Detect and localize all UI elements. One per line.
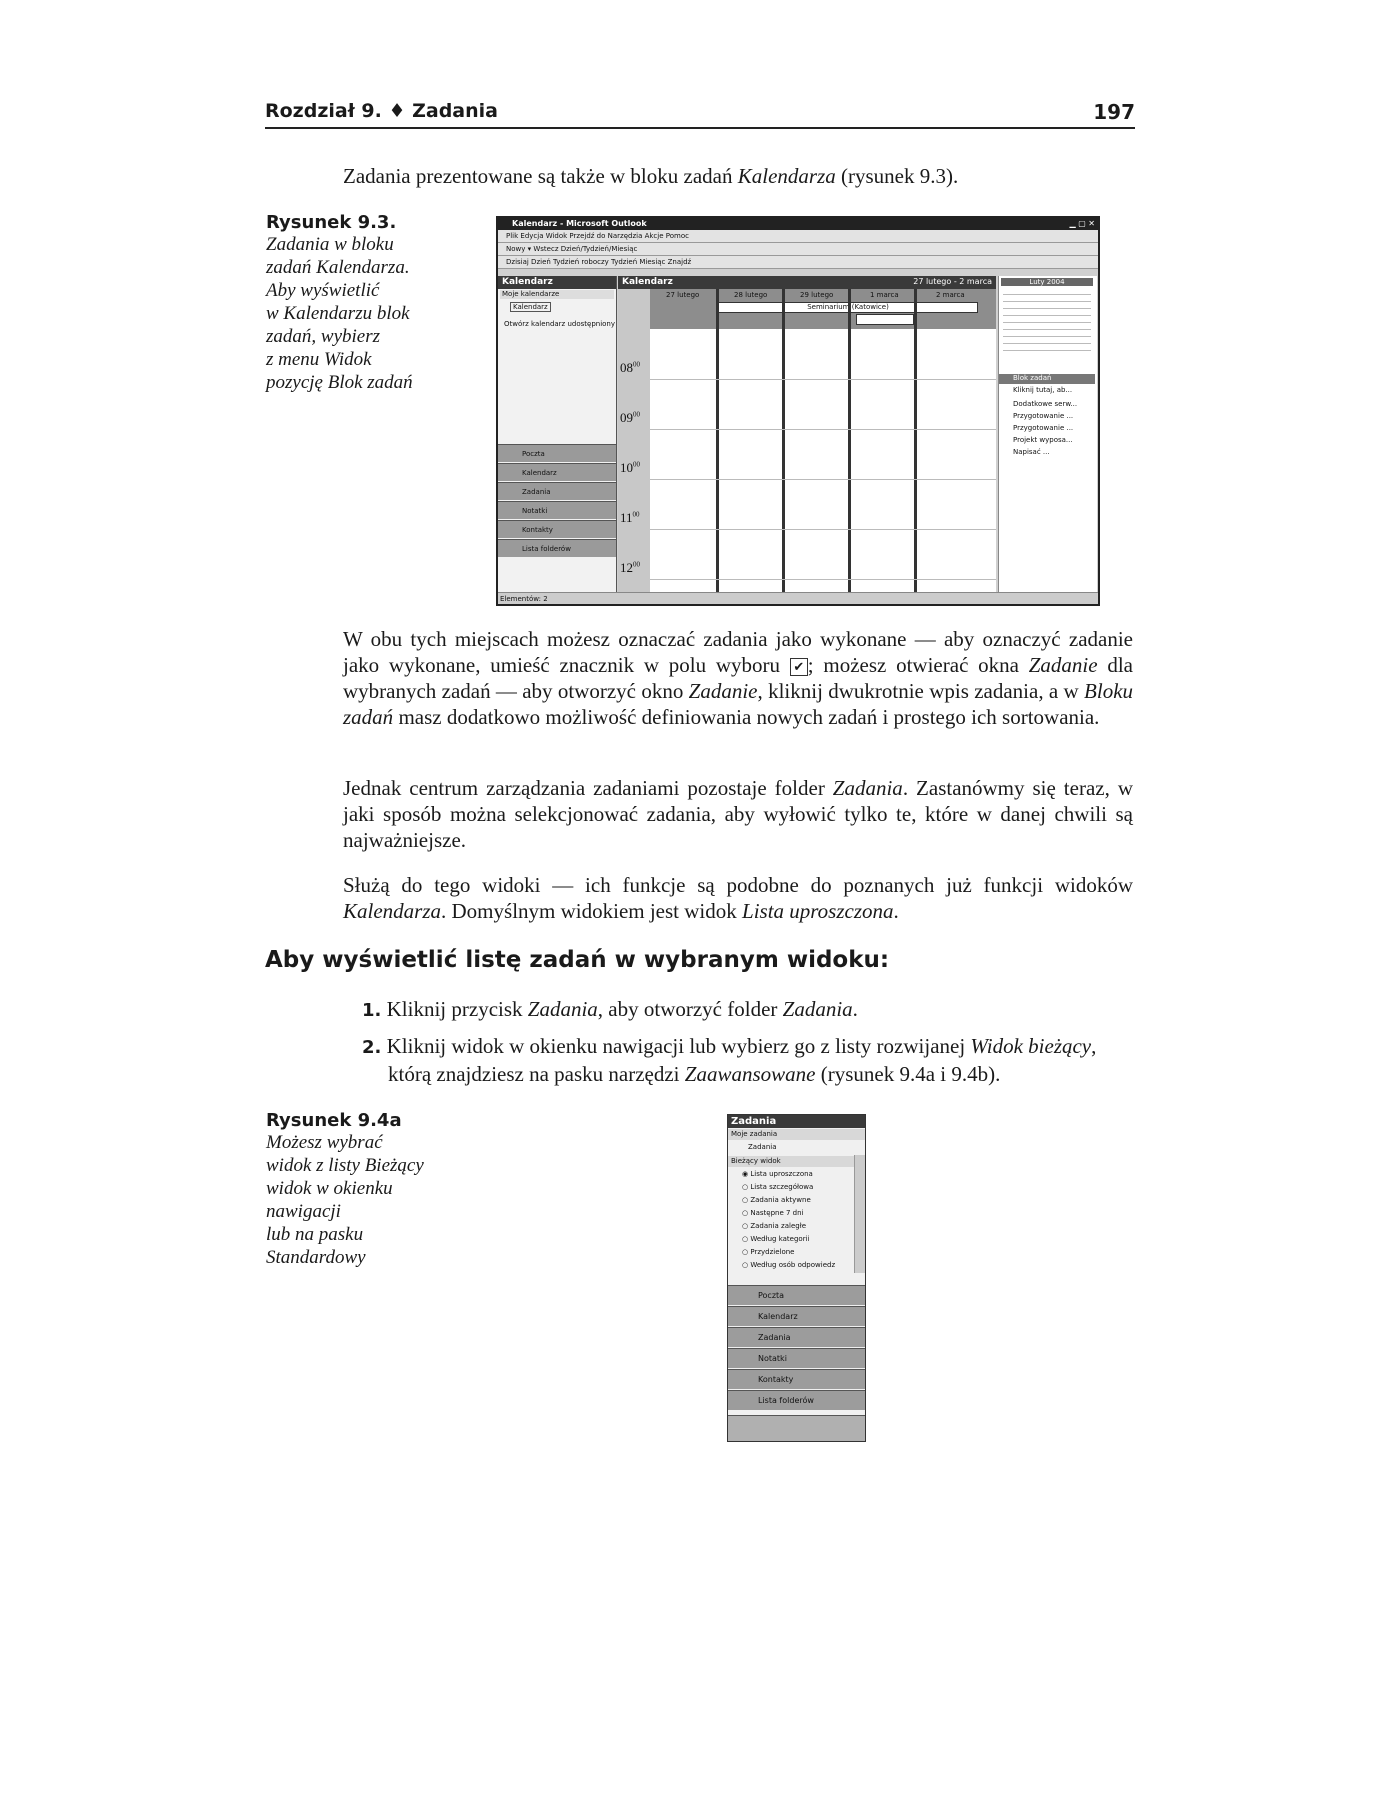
caption-line: zadań, wybierz xyxy=(266,326,380,347)
caption-line: w Kalendarzu blok xyxy=(266,303,410,324)
view-option: ○ Zadania zaległe xyxy=(742,1222,807,1230)
time-label: $11^{00}$ xyxy=(620,510,640,525)
figure-9-4a-caption xyxy=(266,1110,466,1269)
intro-paragraph xyxy=(343,163,1133,189)
calendar-view xyxy=(618,276,996,594)
nav-button-folder-list: Lista folderów xyxy=(728,1390,865,1410)
hour-line xyxy=(650,379,996,380)
caption-line: Aby wyświetlić xyxy=(266,280,380,301)
time-label: $09^{00}$ xyxy=(620,410,640,425)
day-header: 1 marca xyxy=(870,291,899,299)
hour-line xyxy=(650,579,996,580)
paragraph-views: Służą do tego widoki — ich funkcje są podobne do poznanych już funkcji widoków Kalendarza. Domyślnym widokiem jest widok Lista uproszczona. xyxy=(343,873,1133,923)
task-item: Napisać ... xyxy=(1013,448,1050,456)
tasks-navigation-pane-screenshot xyxy=(727,1114,866,1442)
step-2: 2. Kliknij widok w okienku nawigacji lub wybierz go z listy rozwijanej Widok bieżący, którą znajdziesz na pasku narzędzi Zaawansowane (rysunek 9.4a i 9.4b). xyxy=(362,1034,1097,1086)
task-item: Przygotowanie ... xyxy=(1013,412,1074,420)
nav-button-mail: Poczta xyxy=(498,444,616,462)
day-header: 28 lutego xyxy=(734,291,768,299)
calendar-item: Kalendarz xyxy=(510,302,551,312)
intro-text-end: (rysunek 9.3). xyxy=(835,164,959,188)
hour-line xyxy=(650,429,996,430)
menu-bar: Plik Edycja Widok Przejdź do Narzędzia Akcje Pomoc xyxy=(498,230,1098,243)
pane-title: Zadania xyxy=(728,1115,865,1128)
task-pad-header: Blok zadań xyxy=(999,374,1095,384)
my-calendars-label: Moje kalendarze xyxy=(500,290,614,299)
shared-calendar-link: Otwórz kalendarz udostępniony xyxy=(504,320,616,328)
caption-line: pozycję Blok zadań xyxy=(266,372,413,393)
caption-line: zadań Kalendarza. xyxy=(266,257,410,278)
tasks-folder-item: Zadania xyxy=(748,1143,777,1151)
task-add-field: Kliknij tutaj, ab... xyxy=(1013,386,1073,394)
date-range: 27 lutego - 2 marca xyxy=(913,277,992,286)
time-label: $08^{00}$ xyxy=(620,360,640,375)
caption-line: Zadania w bloku xyxy=(266,234,394,255)
mini-calendar-grid xyxy=(1003,288,1091,352)
caption-line: lub na pasku xyxy=(266,1224,364,1245)
paragraph-task-center: Jednak centrum zarządzania zadaniami pozostaje folder Zadania. Zastanówmy się teraz, w jaki sposób można selekcjonować zadania, aby wyłowić tylko te, które w danej chwili są najważniejsze. xyxy=(343,776,1133,852)
calendar-toolbar: Dzisiaj Dzień Tydzień roboczy Tydzień Miesiąc Znajdź xyxy=(498,256,1098,269)
current-view-label: Bieżący widok xyxy=(728,1156,865,1167)
nav-button-folder-list: Lista folderów xyxy=(498,539,616,557)
figure-9-4a-title: Rysunek 9.4a xyxy=(266,1110,402,1131)
nav-button-mail: Poczta xyxy=(728,1285,865,1305)
figure-9-3-title: Rysunek 9.3. xyxy=(266,212,397,233)
date-navigator-pane xyxy=(998,276,1097,594)
nav-pane-title: Kalendarz xyxy=(498,276,616,289)
hour-line xyxy=(650,529,996,530)
section-heading: Aby wyświetlić listę zadań w wybranym widoku: xyxy=(265,947,890,973)
event-bar: Seminarium (Katowice) xyxy=(718,302,978,313)
nav-button-tasks: Zadania xyxy=(728,1327,865,1347)
header-rule xyxy=(265,127,1135,129)
checkbox-checked-icon: ✔ xyxy=(790,658,808,676)
paragraph-completion: W obu tych miejscach możesz oznaczać zadania jako wykonane — aby oznaczyć zadanie jako wykonane, umieść znacznik w polu wyboru ✔ ; możesz otwierać okna Zadanie dla wybranych zadań — aby otworzyć okno Zadanie, kliknij dwukrotnie wpis zadania, a w Bloku zadań masz dodatkowo możliwość definiowania nowych zadań i prostego ich sortowania. xyxy=(343,627,1134,729)
task-item: Przygotowanie ... xyxy=(1013,424,1074,432)
mini-month-title: Luty 2004 xyxy=(1001,278,1093,286)
view-option: ○ Przydzielone xyxy=(742,1248,795,1256)
day-header: 27 lutego xyxy=(666,291,700,299)
view-option: ○ Według osób odpowiedz xyxy=(742,1261,836,1269)
standard-toolbar: Nowy ▾ Wstecz Dzień/Tydzień/Miesiąc xyxy=(498,243,1098,256)
day-divider xyxy=(848,289,851,594)
nav-button-notes: Notatki xyxy=(728,1348,865,1368)
figure-9-3-caption xyxy=(266,212,446,394)
task-item: Projekt wyposa... xyxy=(1013,436,1073,444)
day-header: 29 lutego xyxy=(800,291,834,299)
running-header xyxy=(265,100,1135,130)
window-title: Kalendarz - Microsoft Outlook xyxy=(498,218,1098,230)
scrollbar xyxy=(854,1155,865,1273)
nav-button-calendar: Kalendarz xyxy=(728,1306,865,1326)
day-divider xyxy=(716,289,719,594)
caption-line: widok w okienku xyxy=(266,1178,393,1199)
step-1: 1. Kliknij przycisk Zadania, aby otworzyć folder Zadania. xyxy=(362,997,858,1021)
nav-button-notes: Notatki xyxy=(498,501,616,519)
view-option: ○ Następne 7 dni xyxy=(742,1209,804,1217)
time-column xyxy=(618,289,650,594)
time-label: $12^{00}$ xyxy=(620,560,640,575)
view-option: ○ Według kategorii xyxy=(742,1235,810,1243)
caption-line: Możesz wybrać xyxy=(266,1132,383,1153)
window-controls-icon: ▁ ▢ ✕ xyxy=(1069,219,1095,228)
view-option: ◉ Lista uproszczona xyxy=(742,1170,813,1178)
caption-line: z menu Widok xyxy=(266,349,372,370)
nav-button-contacts: Kontakty xyxy=(728,1369,865,1389)
nav-button-tasks: Zadania xyxy=(498,482,616,500)
nav-pane-footer xyxy=(728,1415,865,1442)
hour-line xyxy=(650,479,996,480)
caption-line: Standardowy xyxy=(266,1247,366,1268)
view-option: ○ Zadania aktywne xyxy=(742,1196,811,1204)
day-header: 2 marca xyxy=(936,291,965,299)
outlook-calendar-screenshot xyxy=(496,216,1100,606)
calendar-title: Kalendarz xyxy=(618,276,996,289)
time-label: $10^{00}$ xyxy=(620,460,640,475)
chapter-title: Rozdział 9. ♦ Zadania xyxy=(265,100,498,122)
day-divider xyxy=(914,289,917,594)
caption-line: nawigacji xyxy=(266,1201,341,1222)
nav-button-calendar: Kalendarz xyxy=(498,463,616,481)
caption-line: widok z listy Bieżący xyxy=(266,1155,424,1176)
navigation-pane xyxy=(498,276,617,594)
nav-button-contacts: Kontakty xyxy=(498,520,616,538)
intro-emph: Kalendarza xyxy=(737,164,836,188)
day-divider xyxy=(782,289,785,594)
view-option: ○ Lista szczegółowa xyxy=(742,1183,814,1191)
my-tasks-label: Moje zadania xyxy=(728,1129,865,1140)
task-item: Dodatkowe serw... xyxy=(1013,400,1078,408)
event-slot xyxy=(856,314,914,325)
intro-text: Zadania prezentowane są także w bloku zadań xyxy=(343,164,738,188)
status-bar: Elementów: 2 xyxy=(498,592,1098,604)
page-number: 197 xyxy=(1093,100,1135,124)
